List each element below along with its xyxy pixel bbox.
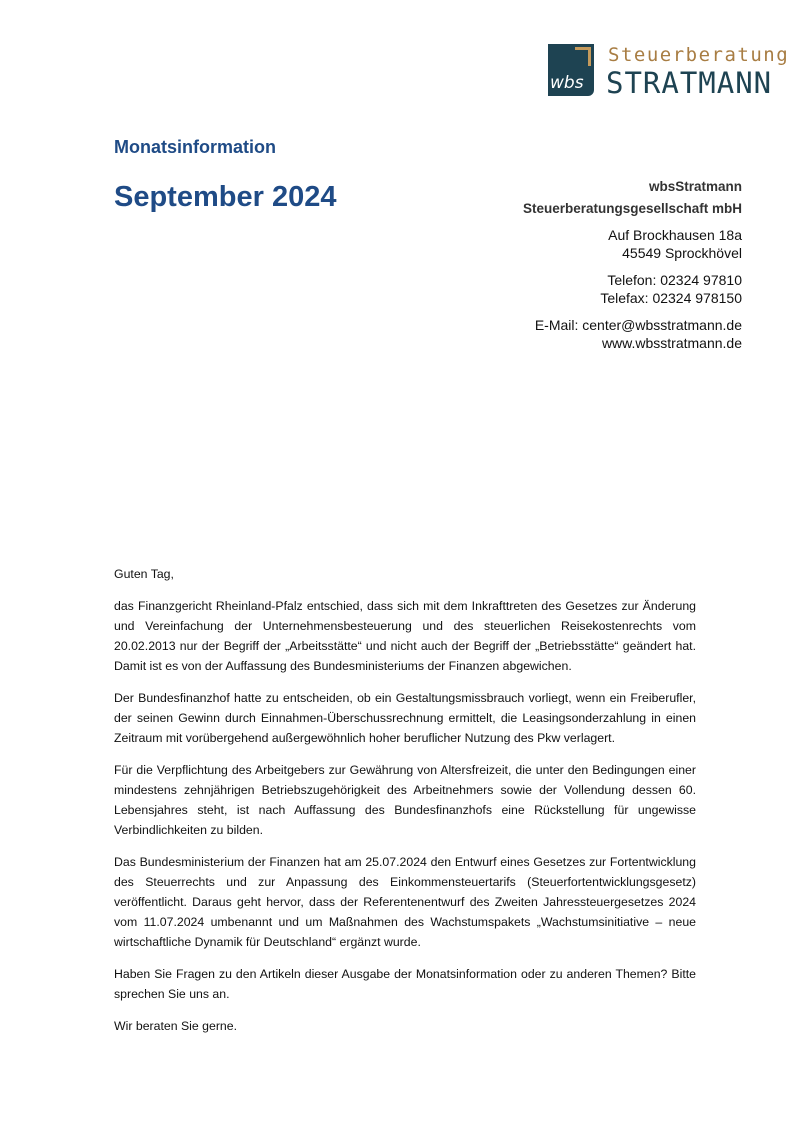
email: E-Mail: center@wbsstratmann.de: [534, 317, 742, 333]
firm-type: Steuerberatungsgesellschaft mbH: [522, 201, 742, 216]
paragraph: Für die Verpflichtung des Arbeitgebers zur Gewährung von Altersfreizeit, die unter den Bedingungen einer mindestens zehnjährigen Betriebszugehörigkeit des Arbeitnehmers sowie der Vollendung dessen 60. Lebensjahres steht, ist nach Auffassung des Bundesfinanzhofs eine Rückstellung für ungewisse Verbindlichkeiten zu bilden.: [114, 763, 696, 837]
letter-body: [114, 564, 696, 1048]
paragraph: Das Bundesministerium der Finanzen hat am 25.07.2024 den Entwurf eines Gesetzes zur Fortentwicklung des Steuerrechts und zur Anpassung des Einkommensteuertarifs (Steuerfortentwicklungsgesetz) veröffentlicht. Daraus geht hervor, dass der Referentenentwurf des Zweiten Jahressteuergesetzes 2024 vom 11.07.2024 umbenannt und um Maßnahmen des Wachstumspakets „Wachstumsinitiative – neue wirtschaftliche Dynamik für Deutschland“ ergänzt wurde.: [114, 855, 696, 949]
document-title: September 2024: [114, 181, 337, 213]
phone: Telefon: 02324 97810: [607, 272, 742, 288]
logo-corner-icon: [575, 47, 591, 66]
paragraph: Der Bundesfinanzhof hatte zu entscheiden, ob ein Gestaltungsmissbrauch vorliegt, wenn ein Freiberufler, der seinen Gewinn durch Einnahmen-Überschussrechnung ermittelt, die Leasingsonderzahlung in einen Zeitraum mit vorübergehend außergewöhnlich hoher beruflicher Nutzung des Pkw verlagert.: [114, 691, 696, 745]
paragraph: Haben Sie Fragen zu den Artikeln dieser Ausgabe der Monatsinformation oder zu anderen Themen? Bitte sprechen Sie uns an.: [114, 967, 696, 1001]
greeting: Guten Tag,: [114, 567, 174, 581]
city: 45549 Sprockhövel: [622, 245, 742, 261]
logo-mark: [548, 44, 594, 96]
closing: Wir beraten Sie gerne.: [114, 1019, 238, 1033]
paragraph: das Finanzgericht Rheinland-Pfalz entschied, dass sich mit dem Inkrafttreten des Gesetzes zur Änderung und Vereinfachung der Unternehmensbesteuerung und des steuerlichen Reisekostenrechts vom 20.02.2013 nur der Begriff der „Arbeitsstätte“ und nicht auch der Begriff der „Betriebsstätte“ geändert hat. Damit ist es von der Auffassung des Bundesministeriums der Finanzen abgewichen.: [114, 599, 696, 673]
company-logo: [548, 44, 790, 100]
firm-name: wbsStratmann: [648, 179, 742, 194]
fax: Telefax: 02324 978150: [600, 290, 742, 306]
street: Auf Brockhausen 18a: [608, 227, 742, 243]
logo-bottom-text: STRATMANN: [606, 66, 773, 100]
logo-top-text: Steuerberatung: [608, 44, 790, 66]
sender-address: [523, 176, 742, 352]
website: www.wbsstratmann.de: [601, 335, 742, 351]
document-label: Monatsinformation: [114, 137, 276, 157]
logo-mark-text: wbs: [550, 73, 584, 93]
